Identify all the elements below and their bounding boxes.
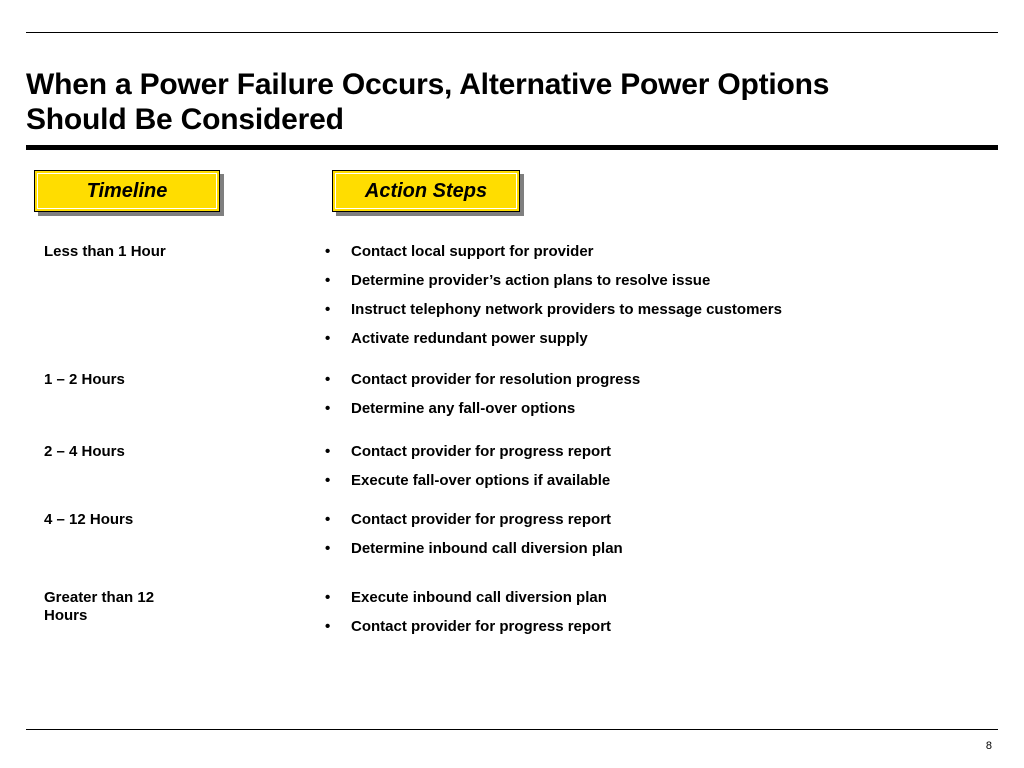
action-list bbox=[325, 589, 611, 647]
slide-title-line-2: Should Be Considered bbox=[26, 103, 344, 136]
top-divider bbox=[26, 32, 998, 33]
bottom-divider bbox=[26, 729, 998, 730]
action-text: Instruct telephony network providers to message customers bbox=[351, 301, 782, 318]
timeline-header: Timeline bbox=[34, 170, 220, 212]
action-text: Contact provider for progress report bbox=[351, 511, 612, 528]
action-item bbox=[325, 400, 640, 429]
bullet-icon: • bbox=[325, 540, 331, 557]
action-item bbox=[325, 589, 611, 618]
bullet-icon: • bbox=[325, 618, 331, 635]
action-item bbox=[325, 618, 611, 647]
action-list bbox=[325, 371, 640, 429]
action-item bbox=[325, 540, 623, 569]
slide-title-line-1: When a Power Failure Occurs, Alternative Power Options bbox=[26, 68, 830, 101]
action-item bbox=[325, 272, 782, 301]
action-item bbox=[325, 371, 640, 400]
action-text: Contact provider for resolution progress bbox=[351, 371, 641, 388]
action-list bbox=[325, 443, 611, 501]
action-text: Execute inbound call diversion plan bbox=[351, 589, 607, 606]
action-text: Determine any fall-over options bbox=[351, 400, 576, 417]
action-item bbox=[325, 301, 782, 330]
action-item bbox=[325, 243, 782, 272]
action-steps-header: Action Steps bbox=[332, 170, 520, 212]
bullet-icon: • bbox=[325, 243, 331, 260]
timeline-label: 2 – 4 Hours bbox=[44, 443, 125, 460]
timeline-label: 4 – 12 Hours bbox=[44, 511, 134, 528]
action-text: Execute fall-over options if available bbox=[351, 472, 611, 489]
action-text: Contact provider for progress report bbox=[351, 443, 612, 460]
timeline-label: 1 – 2 Hours bbox=[44, 371, 125, 388]
bullet-icon: • bbox=[325, 472, 331, 489]
action-text: Determine provider’s action plans to resolve issue bbox=[351, 272, 711, 289]
action-item bbox=[325, 443, 611, 472]
bullet-icon: • bbox=[325, 330, 331, 347]
action-list bbox=[325, 511, 623, 569]
slide-title bbox=[26, 67, 998, 137]
title-divider bbox=[26, 145, 998, 150]
bullet-icon: • bbox=[325, 443, 331, 460]
bullet-icon: • bbox=[325, 301, 331, 318]
action-item bbox=[325, 330, 782, 359]
action-list bbox=[325, 243, 782, 359]
bullet-icon: • bbox=[325, 371, 331, 388]
bullet-icon: • bbox=[325, 400, 331, 417]
action-text: Activate redundant power supply bbox=[351, 330, 588, 347]
action-text: Contact local support for provider bbox=[351, 243, 594, 260]
action-item bbox=[325, 511, 623, 540]
action-item bbox=[325, 472, 611, 501]
bullet-icon: • bbox=[325, 511, 331, 528]
bullet-icon: • bbox=[325, 272, 331, 289]
action-text: Determine inbound call diversion plan bbox=[351, 540, 623, 557]
timeline-label: Less than 1 Hour bbox=[44, 243, 166, 260]
bullet-icon: • bbox=[325, 589, 331, 606]
action-text: Contact provider for progress report bbox=[351, 618, 612, 635]
page-number: 8 bbox=[985, 740, 992, 752]
timeline-label: Greater than 12 Hours bbox=[44, 589, 155, 624]
